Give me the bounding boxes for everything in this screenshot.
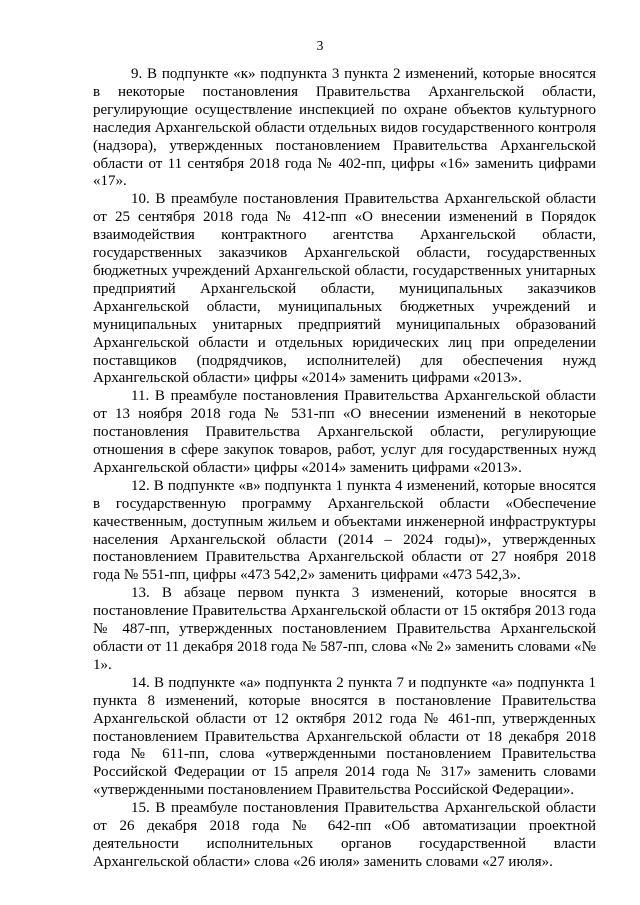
page-number: 3	[316, 38, 324, 53]
paragraph-10: 10. В преамбуле постановления Правительства Архангельской области от 25 сентября 2018 года № 412-пп «О внесении изменений в Порядок взаимодействия контрактного агентства Архангельской области, государственных заказчиков Архангельской области, государственных бюджетных учреждений Архангельской области, государственных унитарных предприятий Архангельской области, муниципальных заказчиков Архангельской области, муниципальных бюджетных учреждений и муниципальных унитарных предприятий муниципальных образований Архангельской области и отдельных юридических лиц при определении поставщиков (подрядчиков, исполнителей) для обеспечения нужд Архангельской области» цифры «2014» заменить цифрами «2013».	[93, 191, 596, 387]
document-body	[93, 66, 596, 872]
paragraph-11: 11. В преамбуле постановления Правительства Архангельской области от 13 ноября 2018 года № 531-пп «О внесении изменений в некоторые постановления Правительства Архангельской области, регулирующие отношения в сфере закупок товаров, работ, услуг для государственных нужд Архангельской области» цифры «2014» заменить цифрами «2013».	[93, 388, 596, 476]
paragraph-12: 12. В подпункте «в» подпункта 1 пункта 4 изменений, которые вносятся в государственную программу Архангельской области «Обеспечение качественным, доступным жильем и объектами инженерной инфраструктуры населения Архангельской области (2014 – 2024 годы)», утвержденных постановлением Правительства Архангельской области от 27 ноября 2018 года № 551-пп, цифры «473 542,2» заменить цифрами «473 542,3».	[93, 477, 596, 584]
paragraph-15: 15. В преамбуле постановления Правительства Архангельской области от 26 декабря 2018 года № 642-пп «Об автоматизации проектной деятельности исполнительных органов государственной власти Архангельской области» слова «26 июля» заменить словами «27 июля».	[93, 800, 596, 870]
paragraph-9: 9. В подпункте «к» подпункта 3 пункта 2 изменений, которые вносятся в некоторые постановления Правительства Архангельской области, регулирующие осуществление инспекцией по охране объектов культурного наследия Архангельской области отдельных видов государственного контроля (надзора), утвержденных постановлением Правительства Архангельской области от 11 сентября 2018 года № 402-пп, цифры «16» заменить цифрами «17».	[93, 66, 596, 190]
paragraph-13: 13. В абзаце первом пункта 3 изменений, которые вносятся в постановление Правительства Архангельской области от 15 октября 2013 года № 487-пп, утвержденных постановлением Правительства Архангельской области от 11 декабря 2018 года № 587-пп, слова «№ 2» заменить словами «№ 1».	[93, 585, 596, 673]
paragraph-14: 14. В подпункте «а» подпункта 2 пункта 7 и подпункте «а» подпункта 1 пункта 8 изменений, которые вносятся в постановление Правительства Архангельской области от 12 октября 2012 года № 461-пп, утвержденных постановлением Правительства Архангельской области от 18 декабря 2018 года № 611-пп, слова «утвержденными постановлением Правительства Российской Федерации от 15 апреля 2014 года № 317» заменить словами «утвержденными постановлением Правительства Российской Федерации».	[93, 674, 596, 799]
